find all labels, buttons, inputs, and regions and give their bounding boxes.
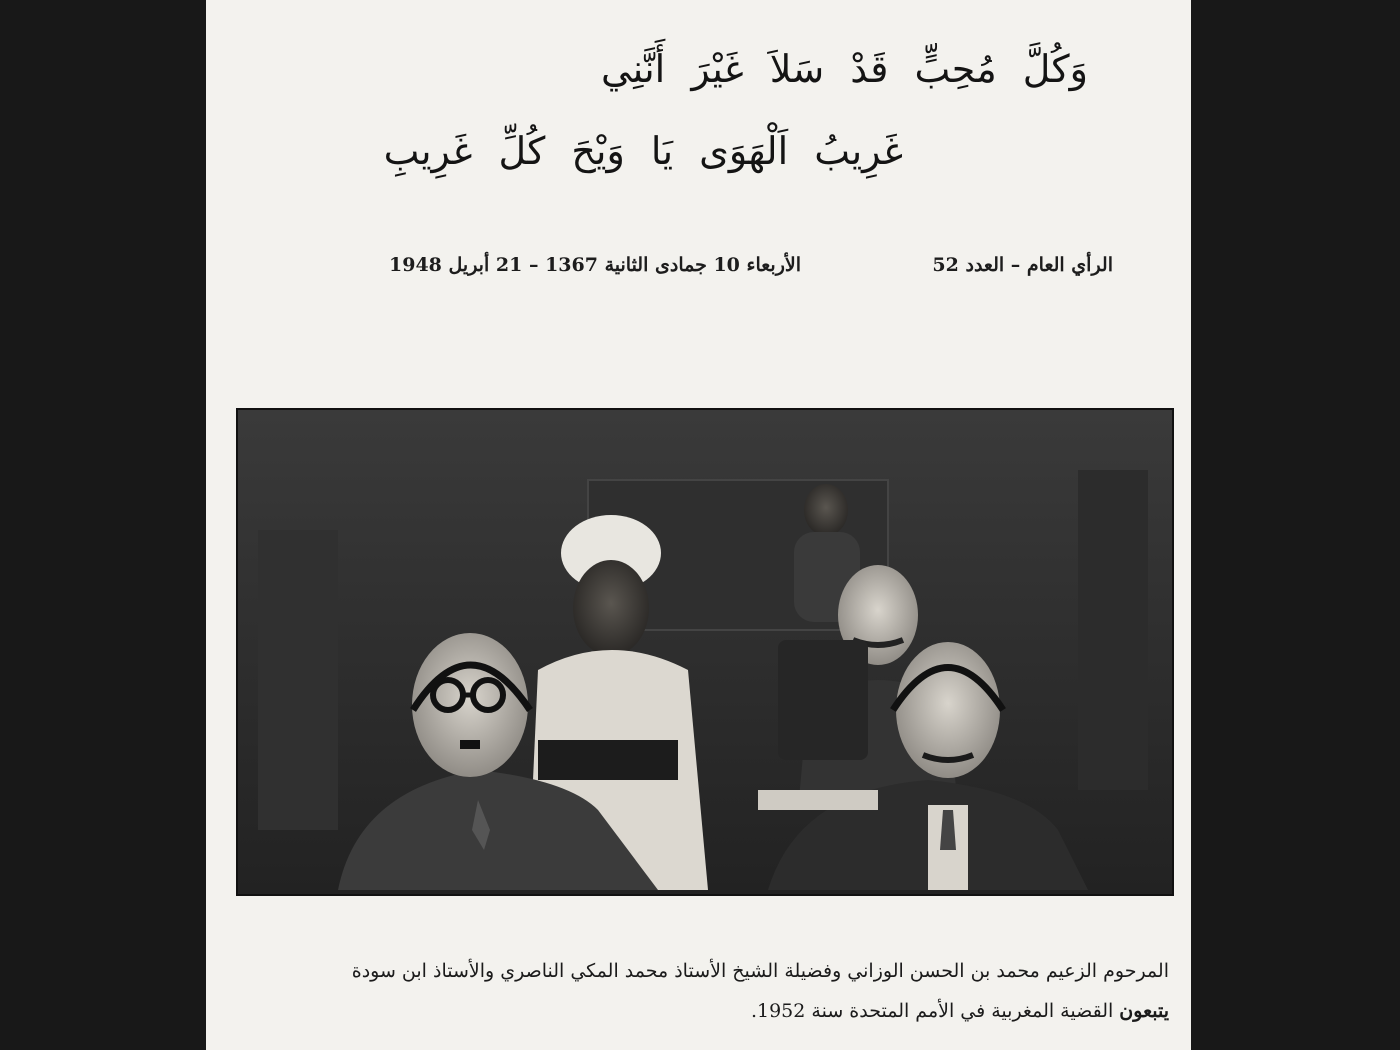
caption-line-2-text: القضية المغربية في الأمم المتحدة سنة 1952.: [750, 1000, 1120, 1022]
photo-caption-line-1: المرحوم الزعيم محمد بن الحسن الوزاني وفضيلة الشيخ الأستاذ محمد المكي الناصري والأستاذ ابن سودة: [351, 960, 1169, 982]
poem-line-1: وَكُلَّ مُحِبٍّ قَدْ سَلاَ غَيْرَ أَنَّنِي: [600, 47, 1088, 91]
newspaper-issue: الرأي العام – العدد 52: [932, 254, 1113, 276]
historical-photo: [236, 408, 1174, 896]
photo-caption-line-2: [751, 1002, 1169, 1021]
poem-line-2: غَرِيبُ اَلْهَوَى يَا وَيْحَ كُلِّ غَرِيبِ: [383, 129, 903, 173]
scanned-page: [206, 0, 1191, 1050]
photo-illustration: [238, 410, 1172, 894]
caption-bold-word: يتبعون: [1119, 1000, 1169, 1022]
newspaper-date: الأربعاء 10 جمادى الثانية 1367 – 21 أبريل 1948: [389, 254, 801, 276]
